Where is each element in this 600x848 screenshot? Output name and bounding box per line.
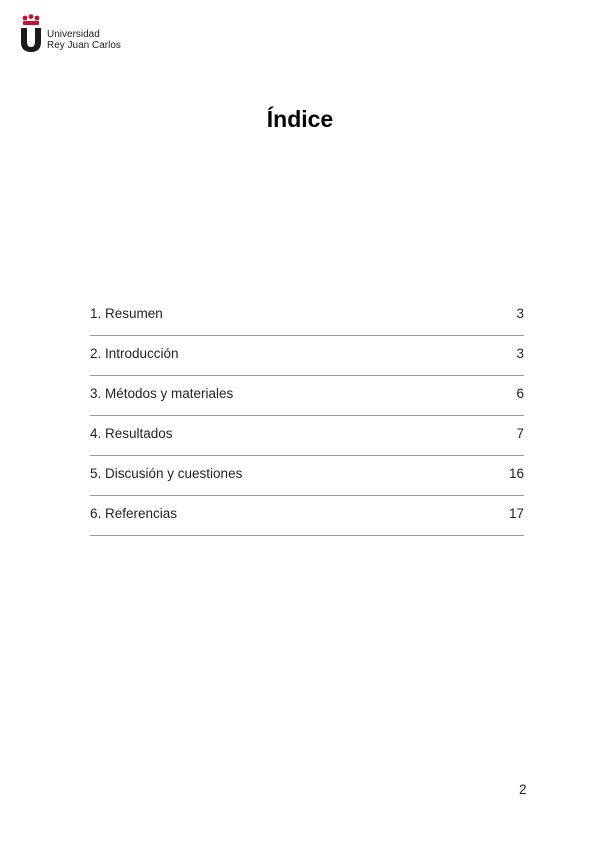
toc-entry (90, 417, 524, 456)
toc-entry-label: 6. Referencias (90, 506, 178, 521)
toc-entry-label: 1. Resumen (90, 306, 163, 321)
toc-entry-page: 7 (516, 426, 524, 441)
toc-entry-label: 5. Discusión y cuestiones (90, 466, 243, 481)
institution-name-line1: Universidad (47, 29, 100, 40)
toc-entry-page: 6 (516, 386, 524, 401)
toc-entry-page: 17 (508, 506, 524, 521)
toc-entry (90, 457, 524, 496)
university-logo (20, 14, 140, 54)
toc-entry-label: 2. Introducción (90, 346, 179, 361)
page-title: Índice (266, 106, 334, 132)
toc-entry-page: 16 (508, 466, 524, 481)
toc-entry (90, 297, 524, 336)
table-of-contents (90, 297, 524, 537)
page-number: 2 (519, 782, 527, 797)
toc-entry-label: 4. Resultados (90, 426, 173, 441)
toc-entry (90, 377, 524, 416)
toc-entry (90, 497, 524, 536)
institution-name-line2: Rey Juan Carlos (47, 40, 121, 51)
toc-entry (90, 337, 524, 376)
university-logo-icon (20, 14, 42, 52)
toc-entry-page: 3 (516, 346, 524, 361)
toc-entry-label: 3. Métodos y materiales (90, 386, 234, 401)
toc-entry-page: 3 (516, 306, 524, 321)
